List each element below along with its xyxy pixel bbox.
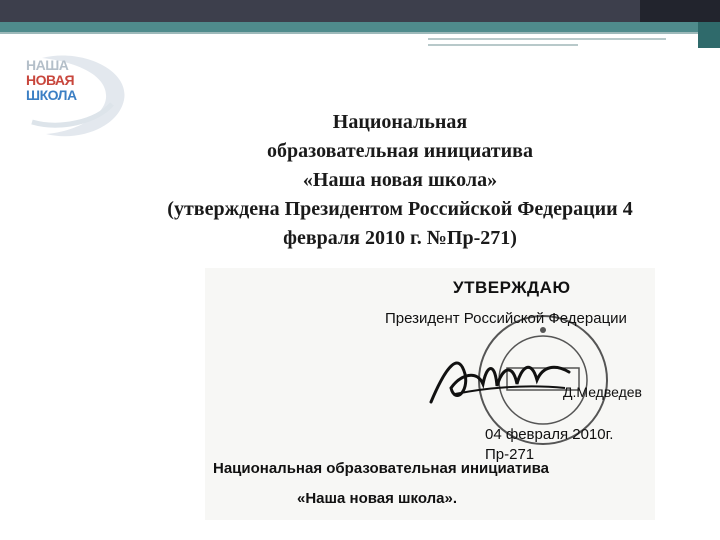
approval-date: 04 февраля 2010г.	[485, 426, 614, 443]
logo-line-1: НАША	[26, 57, 69, 73]
heading-line: образовательная инициатива	[267, 140, 533, 162]
decorative-line	[428, 44, 578, 46]
logo-line-3: ШКОЛА	[26, 87, 77, 103]
handwritten-signature-icon	[425, 344, 575, 414]
heading-line: февраля 2010 г. №Пр-271)	[283, 227, 517, 249]
approve-heading: УТВЕРЖДАЮ	[453, 278, 571, 297]
heading-line: «Наша новая школа»	[302, 169, 498, 191]
header-accent-corner	[698, 22, 720, 48]
signer-name: Д.Медведев	[563, 384, 642, 400]
president-title: Президент Российской Федерации	[385, 310, 627, 327]
header-bar-corner	[640, 0, 720, 22]
document-subtitle: «Наша новая школа».	[297, 490, 458, 507]
header-accent-strip	[0, 22, 720, 32]
decorative-line	[428, 38, 666, 40]
document-number: Пр-271	[485, 446, 535, 463]
header-bar	[0, 0, 720, 22]
heading-line: (утверждена Президентом Российской Федерации 4	[167, 198, 633, 220]
slide-heading	[100, 108, 700, 253]
header-divider	[0, 32, 698, 34]
heading-line: Национальная	[332, 111, 468, 133]
logo-line-2: НОВАЯ	[26, 72, 75, 88]
scanned-approval-document	[205, 268, 655, 520]
document-title: Национальная образовательная инициатива	[213, 460, 549, 477]
